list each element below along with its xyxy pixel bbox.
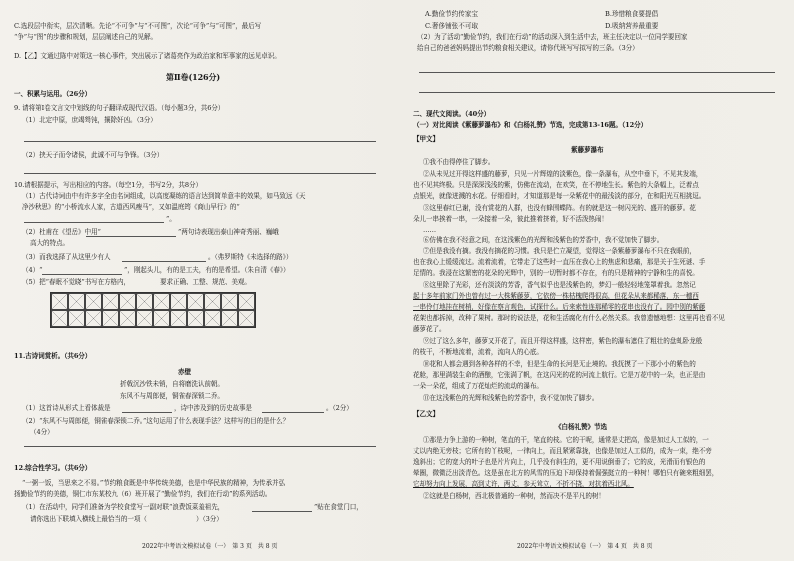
text-line: 。（2分） — [326, 404, 353, 412]
paragraph-line: ②这就是白杨树，西北极普通的一种树，然而决不是平凡的树！ — [423, 492, 605, 500]
page-footer: 2022年中考语文模拟试卷（一） 第 3 页 共 8 页 — [142, 543, 278, 550]
answer-line — [24, 446, 376, 447]
option-d: D.吸纳营养最重要 — [605, 22, 659, 30]
question-9-2: （2）挟天子而令诸侯，此诚不可与争锋。（3分） — [22, 151, 164, 159]
underlined-line: 起十多年前家门外也曾有过一大株紫藤萝，它依傍一株枯槐爬得很高，但花朵从来都稀落，东一穗西 — [413, 292, 699, 300]
question-12-1: （1）在活动中，同学们准备为学校食堂写一副对联“浪费饭菜羞祖先， — [22, 503, 225, 511]
poem-title: 赤壁 — [178, 368, 191, 376]
answer-line — [419, 92, 775, 93]
text-line: ，诗中涉及到的历史故事是 — [174, 404, 252, 412]
text-line: C.选段层中衔实，层次清晰。先论“不可争”与“不可图”，次论“可争”与“可图”，最后写 — [14, 22, 262, 30]
text-line: 要求正确、工整、规范、美观。 — [160, 278, 251, 286]
question-10-4: （4）“ — [22, 266, 43, 274]
paragraph-line: 足情的。我浸在这繁密的花朵的光辉中，别的一切暂时都不存在，有的只是精神的宁静和生的喜悦。 — [413, 269, 699, 277]
paragraph-line: ①那是力争上游的一种树，笔直的干，笔直的枝。它的干呢，通常是丈把高，像是加过人工似的，一 — [423, 436, 709, 444]
question-12: 12.综合性学习。（共6分） — [14, 464, 92, 472]
paragraph-line: 花架也都拆掉，改种了果树。那时的说法是，花和生活腐化有什么必然关系。我曾遗憾地想：这里再也看不见 — [413, 314, 725, 322]
passage-b-title: 《白杨礼赞》节选 — [555, 423, 607, 431]
paragraph-line: ③这里春红已谢，没有赏花的人群，也没有蜂围蝶阵。有的就是这一树闪光的、盛开的藤萝。花 — [423, 204, 696, 212]
poem-line: 折戟沉沙铁未销，自将磨洗认前朝。 — [120, 380, 224, 388]
paragraph-line: 逸斜出；它的宽大的叶子也是片片向上，几乎没有斜生的，更不用说倒垂了；它的皮，光滑而有银色的 — [413, 458, 706, 466]
text-line: ”，刚起头儿，有的是工夫，有的是希望。（朱自清《春》） — [124, 266, 290, 274]
paragraph-line: 花舱，那里满装生命的酒酿，它张满了帆，在这闪光的花的河流上航行。它是万花中的一朵，也正是由 — [413, 371, 706, 379]
passage-a-title: 紫藤萝瀑布 — [571, 146, 604, 154]
paragraph-line: 一朵一朵花，组成了万花灿烂的流动的瀑布。 — [413, 382, 543, 390]
section-heading: 一、积累与运用。（26分） — [14, 90, 92, 98]
text-line: ”贴在食堂门口， — [314, 503, 363, 511]
text-line: ）（3分） — [196, 515, 223, 523]
answer-line — [419, 72, 775, 73]
paragraph-line: 晕圈，微微泛出淡青色。这是虽在北方的风雪的压迫下却保持着倔强挺立的一种树！哪怕只有碗来粗细罢， — [413, 469, 719, 477]
text-line: “一粥一饭，当思来之不易。”节约粮食既是中华传统美德，也是中华民族的精神，为传承并弘 — [22, 479, 285, 487]
paragraph-line: 藤萝花了。 — [413, 325, 446, 333]
passage-a-label: 【甲文】 — [413, 135, 439, 143]
section-heading: 二、现代文阅读。（40分） — [413, 110, 491, 118]
option-c: C.奢侈铺张不可取 — [425, 22, 479, 30]
question-9-1: （1）北定中原，庶竭驽钝，攘除奸凶。（3分） — [22, 116, 157, 124]
answer-line — [122, 412, 172, 413]
passage-b-label: 【乙文】 — [413, 410, 439, 418]
answer-line — [262, 412, 324, 413]
paragraph-line: 也在我心上缓缓流过。流着流着，它带走了这些时一直压在我心上的焦虑和悲痛，那是关于生死谜、手 — [413, 258, 706, 266]
reading-instructions: （一）对比阅读《紫藤萝瀑布》和《白杨礼赞》节选，完成第13-16题。（12分） — [413, 121, 648, 129]
question-10-2: （2）杜甫在《望岳》中用“ — [22, 228, 101, 236]
answer-line — [24, 173, 376, 174]
underlined-line: 一串伶仃地挂在树梢，好像在察言观色，试探什么。后来索性连那稀零的花串也没有了。园中别的紫藤 — [413, 303, 706, 311]
paragraph-line: ⑦但是我没有摘。我没有摘花的习惯。我只是伫立凝望，觉得这一条紫藤萝瀑布不只在我眼前， — [423, 247, 696, 255]
text-line: （4分） — [30, 428, 54, 436]
ellipsis: …… — [423, 226, 436, 234]
paragraph-line: 点银光，就像迸溅的水花。仔细看时，才知道那是每一朵紫花中的最浅淡的部分，在和阳光互相挑逗。 — [413, 192, 706, 200]
paragraph-line: 也不见其终极。只是深深浅浅的紫，仿佛在流动，在欢笑，在不停地生长。紫色的大条幅上，泛着点 — [413, 181, 699, 189]
answer-line — [24, 141, 376, 142]
paragraph-line: ⑪在这浅紫色的光辉和浅紫色的芳香中，我不觉加快了脚步。 — [423, 394, 599, 402]
question-10-5: （5）把“春眠不觉晓”书写在方格内， — [22, 278, 131, 286]
question-10-1: （1）古代诗词由中有许多字全由名词组成，以高度凝练的语言达到简单意丰的效果，如马致远《天 — [22, 192, 306, 200]
question-11-1: （1）这首诗从形式上看体裁是 — [22, 404, 111, 412]
question-10: 10.请根据提示，写出相应的内容。（每空1分，书写2分，共8分） — [14, 181, 203, 189]
text-line: 扬勤俭节约的美德，铜仁市东某校九（6）班开展了“勤俭节约，我们在行动”的系列活动。 — [14, 490, 272, 498]
paragraph-line: ⑥仿佛在我不经意之间，在这浅紫色的光辉和浅紫色的芳香中，我不觉加快了脚步。 — [423, 236, 664, 244]
question-9: 9. 请将第Ⅰ卷文言文中划线的句子翻译成现代汉语。（每小题3分，共6分） — [14, 104, 225, 112]
answer-line — [122, 261, 206, 262]
answer-line — [252, 511, 312, 512]
page-right — [405, 0, 794, 561]
option-a: A.勤俭节约传家宝 — [425, 10, 479, 18]
question-11: 11.古诗词赏析。（共6分） — [14, 352, 92, 360]
text-line: D.【乙】文通过陈中对策这一核心事件，突出展示了诸葛亮作为政治家和军事家的远见卓识。 — [14, 52, 281, 60]
question-10-1b: 净沙秋思》的“小桥流水人家，古道西风瘦马”，又如温庭筠《商山早行》的“ — [22, 203, 240, 211]
text-line: 高大的特点。 — [30, 239, 69, 247]
answer-line — [42, 274, 122, 275]
paragraph-line: ⑨过了这么多年，藤萝又开花了，而且开得这样盛，这样密，紫色的瀑布遮住了粗壮的盘虬卧龙般 — [423, 337, 703, 345]
question-10-3: （3）而我选择了从这里少有人 — [22, 253, 111, 261]
text-line: “争”与“图”的步骤和规划，层层阐述自己的见解。 — [14, 33, 157, 41]
answer-line — [24, 222, 164, 223]
paragraph-line: ①我不由得停住了脚步。 — [423, 158, 495, 166]
section-title: 第Ⅱ卷(126分) — [166, 72, 221, 82]
paragraph-line: 朵儿一串挨着一串，一朵接着一朵，彼此推着挤着，好不活泼热闹！ — [413, 215, 608, 223]
page-footer: 2022年中考语文模拟试卷（一） 第 4 页 共 8 页 — [517, 543, 653, 550]
paragraph-line: ⑩花和人都会遇到各种各样的不幸，但是生命的长河是无止境的。我抚摸了一下那小小的紫色的 — [423, 360, 696, 368]
underlined-line: 它却努力向上发展，高到丈许，两丈，参天耸立，不折不挠，对抗着西北风。 — [413, 480, 634, 488]
text-line: 请你选出下联填入横线上最恰当的一项（ — [30, 515, 147, 523]
text-line: ”。 — [166, 215, 176, 223]
paragraph-line: 的枝干，不断地流着，流着，流向人的心底。 — [413, 348, 543, 356]
writing-grid[interactable] — [50, 292, 256, 328]
answer-line — [86, 236, 176, 237]
question-12-2: （2）为了活动“勤俭节约，我们在行动”的活动深入到生活中去，班主任决定以一位同学要回家 — [417, 33, 688, 41]
text-line: 给自己的爸爸妈妈提出节约粮食相关建议，请你代班写写拟写的三条。（3分） — [417, 44, 639, 52]
question-11-2: （2）“东风不与周郎便，铜雀春深锁二乔。”这句运用了什么表现手法？这样写的目的是什么？ — [22, 417, 290, 425]
poem-line: 东风不与周郎便，铜雀春深锁二乔。 — [120, 392, 224, 400]
text-line: 。（弗罗斯特《未选择的路》） — [208, 253, 293, 261]
option-b: B.珍惜粮食要提倡 — [605, 10, 659, 18]
paragraph-line: ⑧这里除了光彩，还有淡淡的芳香，香气似乎也是浅紫色的，梦幻一般轻轻地笼罩着我。忽然记 — [423, 281, 696, 289]
paragraph-line: 丈以内绝无旁枝；它所有的丫枝呢，一律向上，而且紧紧靠拢，也像是加过人工似的，成为一束，绝不旁 — [413, 447, 712, 455]
text-line: ”两句诗表现出泰山神奇秀丽、巍峨 — [178, 228, 279, 236]
paragraph-line: ②从未见过开得这样盛的藤萝，只见一片辉煌的淡紫色，像一条瀑布，从空中垂下，不见其发端， — [423, 170, 703, 178]
